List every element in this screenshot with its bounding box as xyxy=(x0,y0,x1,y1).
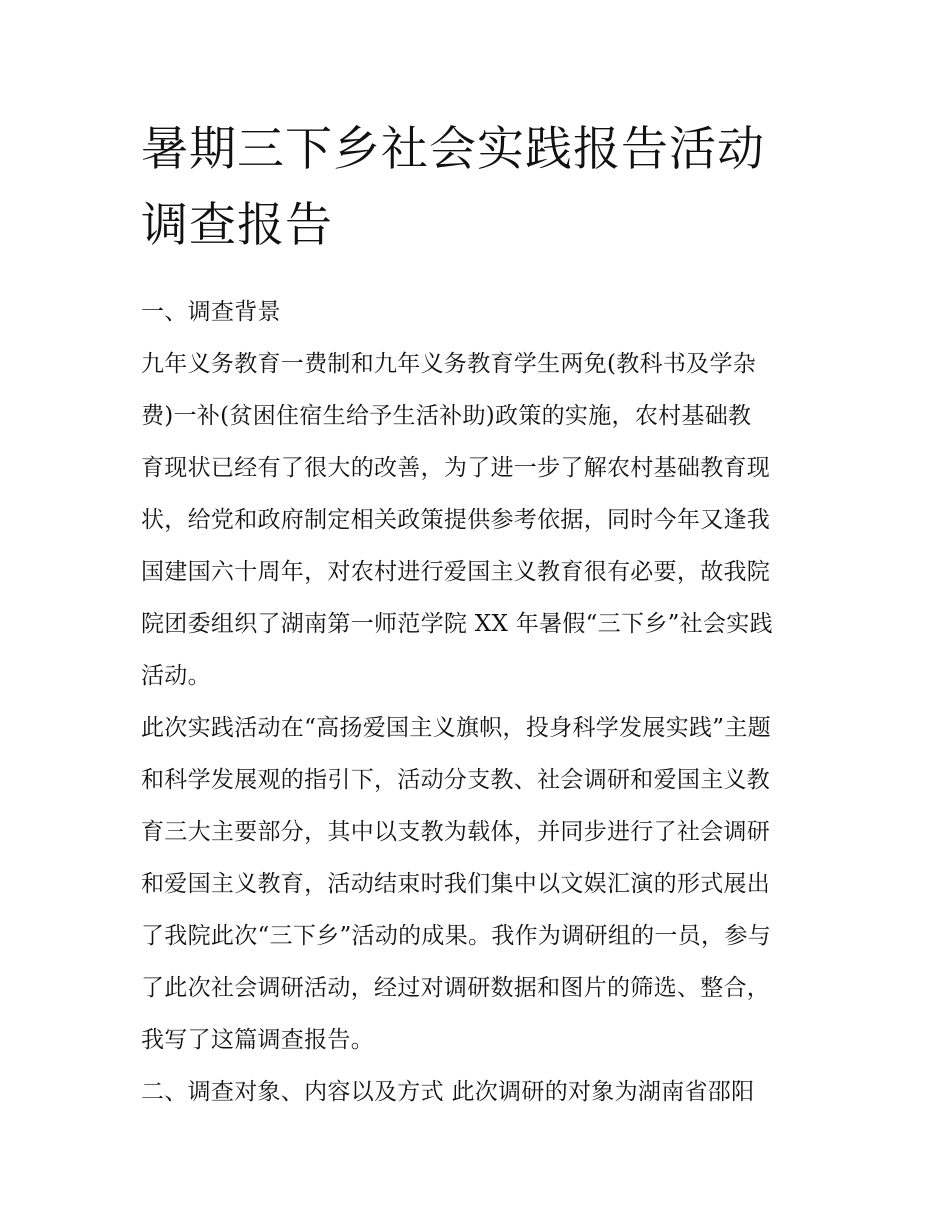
text-line: 此次实践活动在“高扬爱国主义旗帜，投身科学发展实践”主题 xyxy=(141,715,771,741)
section-heading-subjects xyxy=(141,1066,821,1118)
text-line: 院团委组织了湖南第一师范学院 XX 年暑假“三下乡”社会实践 xyxy=(141,611,773,637)
document-title xyxy=(141,112,821,264)
text-line: 和科学发展观的指引下，活动分支教、社会调研和爱国主义教 xyxy=(141,767,771,793)
title-line: 暑期三下乡社会实践报告活动 xyxy=(141,122,765,177)
text-line: 费)一补(贫困住宿生给予生活补助)政策的实施，农村基础教 xyxy=(141,403,752,429)
text-line: 状，给党和政府制定相关政策提供参考依据，同时今年又逢我 xyxy=(141,507,771,533)
paragraph-background xyxy=(141,338,821,702)
text-line: 育现状已经有了很大的改善，为了进一步了解农村基础教育现 xyxy=(141,455,771,481)
text-line: 二、调查对象、内容以及方式 此次调研的对象为湖南省邵阳 xyxy=(141,1079,755,1105)
section-heading-background xyxy=(141,286,821,338)
text-line: 和爱国主义教育，活动结束时我们集中以文娱汇演的形式展出 xyxy=(141,871,771,897)
document-page xyxy=(141,112,821,1118)
paragraph-activity xyxy=(141,702,821,1066)
document-body xyxy=(141,286,821,1118)
text-line: 了此次社会调研活动，经过对调研数据和图片的筛选、整合， xyxy=(141,975,771,1001)
text-line: 一、调查背景 xyxy=(141,299,281,325)
title-line: 调查报告 xyxy=(141,198,333,253)
text-line: 了我院此次“三下乡”活动的成果。我作为调研组的一员，参与 xyxy=(141,923,771,949)
text-line: 九年义务教育一费制和九年义务教育学生两免(教科书及学杂 xyxy=(141,351,757,377)
text-line: 活动。 xyxy=(141,663,211,689)
text-line: 育三大主要部分，其中以支教为载体，并同步进行了社会调研 xyxy=(141,819,771,845)
text-line: 国建国六十周年，对农村进行爱国主义教育很有必要，故我院 xyxy=(141,559,771,585)
text-line: 我写了这篇调查报告。 xyxy=(141,1027,374,1053)
